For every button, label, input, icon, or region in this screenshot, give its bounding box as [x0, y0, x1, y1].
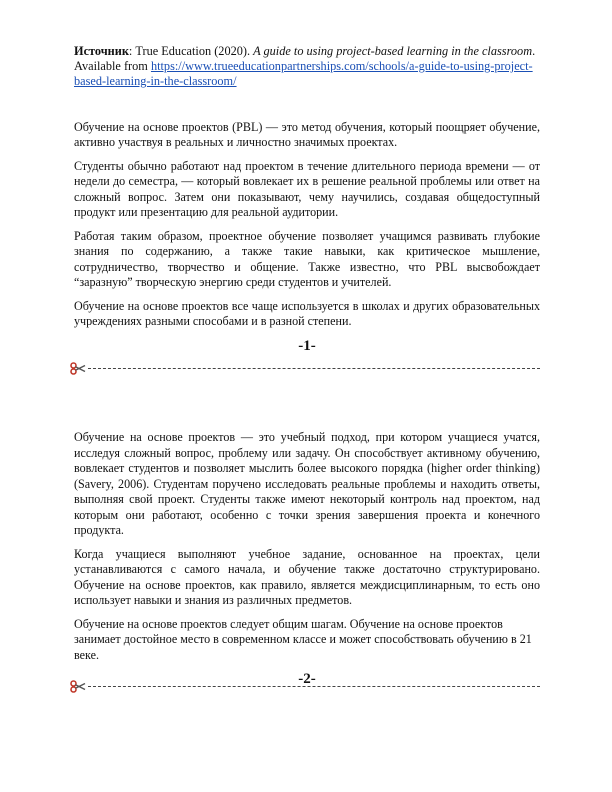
paragraph: [74, 617, 540, 664]
paragraph: Студенты обычно работают над проектом в течение длительного периода времени — от недели до семестра, — который вовлекает их в решение реальной проблемы или ответ на сложный вопрос. Затем они показывают, чему научились, создавая общедоступный продукт или презентацию для реальной аудитории.: [74, 158, 540, 220]
paragraph: Когда учащиеся выполняют учебное задание, основанное на проектах, цели устанавливаются с самого начала, и обучение также достаточно структурировано. Обучение на основе проектов, как правило, является междисциплинарным, то есть оно использует навыки и знания из различных предметов.: [74, 546, 540, 607]
source-label: Источник: [74, 44, 129, 58]
paragraph-line: веке.: [74, 647, 99, 662]
document-page: [74, 44, 540, 361]
cut-line-2: [70, 679, 540, 693]
source-url-line1[interactable]: https://www.trueeducationpartnerships.com/schools/a-guide-to-using-project-: [150, 59, 533, 74]
paragraph: Обучение на основе проектов все чаще используется в школах и других образовательных учреждениях разными способами и в разной степени.: [74, 298, 540, 329]
source-available: Available from: [74, 59, 151, 74]
source-citation: [74, 44, 540, 90]
paragraph: Обучение на основе проектов — это учебный подход, при котором учащиеся учатся, исследуя сложный вопрос, проблему или задачу. Он способствует активному обучению, вовлекает студентов и позволяет мыслить более высокого порядка (higher order thinking) (Savery, 2006). Студентам поручено исследовать реальные проблемы и находить ответы, выполняя свой проект. Студенты также имеют некоторый контроль над проектом, над которым они работают, особенно с точки зрения завершения проекта и конечного продукта.: [74, 430, 540, 537]
paragraph: Обучение на основе проектов (PBL) — это метод обучения, который поощряет обучение, активно участвуя в реальных и личностно значимых проектах.: [74, 119, 540, 150]
scissors-icon: [70, 680, 86, 693]
paragraph: Работая таким образом, проектное обучение позволяет учащимся развивать глубокие знания по содержанию, а также такие навыки, как критическое мышление, сотрудничество, творчество и общение. Также известно, что PBL высвобождает “заразную” творческую энергию среди студентов и учителей.: [74, 228, 540, 290]
document-page-2: [74, 430, 540, 694]
scissors-icon: [70, 362, 86, 375]
cut-line-1: [70, 361, 540, 375]
page-number-2: -2-: [298, 671, 316, 687]
source-url-line2[interactable]: based-learning-in-the-classroom/: [74, 74, 237, 89]
page-number-1: -1-: [298, 337, 316, 354]
source-title: A guide to using project-based learning in the classroom: [253, 44, 533, 58]
source-author-year: : True Education (2020).: [128, 44, 254, 58]
paragraph-line: занимает достойное место в современном классе и может способствовать обучению в 21: [74, 632, 532, 646]
paragraph-line: Обучение на основе проектов следует общим шагам. Обучение на основе проектов: [74, 616, 503, 631]
source-title-end: .: [532, 44, 536, 58]
